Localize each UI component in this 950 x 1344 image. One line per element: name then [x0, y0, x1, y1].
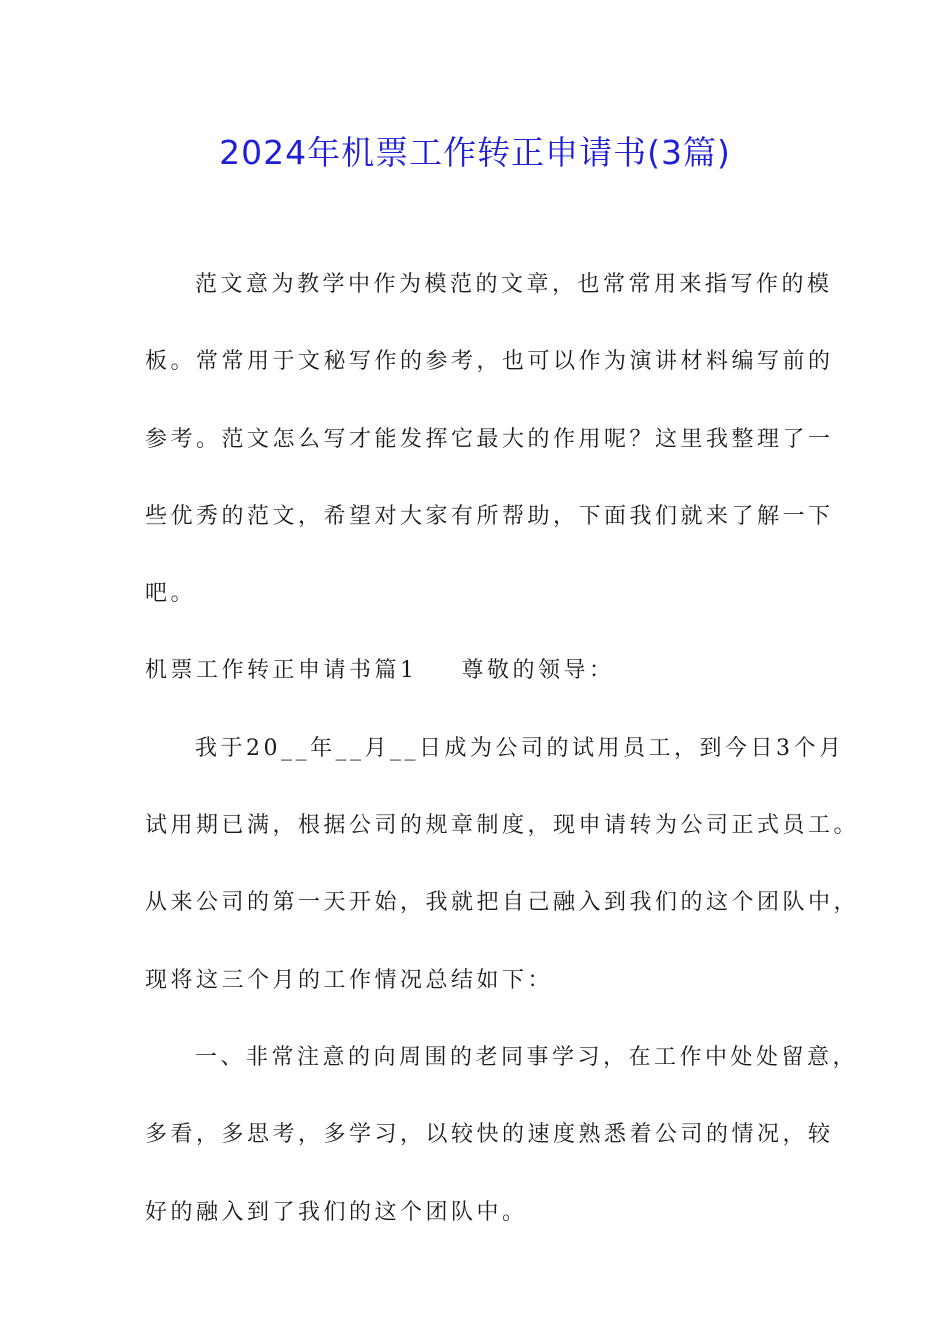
document-body [145, 268, 860, 1273]
paragraph-line: 多看，多思考，多学习，以较快的速度熟悉着公司的情况，较 [145, 1122, 834, 1148]
paragraph-line: 些优秀的范文，希望对大家有所帮助，下面我们就来了解一下 [145, 503, 834, 529]
paragraph-line: 参考。范文怎么写才能发挥它最大的作用呢？这里我整理了一 [145, 426, 834, 452]
salutation: 尊敬的领导： [461, 658, 615, 684]
section-heading-line [145, 654, 810, 731]
paragraph-line: 现将这三个月的工作情况总结如下： [145, 967, 554, 993]
paragraph-line: 从来公司的第一天开始，我就把自己融入到我们的这个团队中， [145, 890, 860, 916]
document-title: 2024年机票工作转正申请书(3篇) [219, 133, 731, 172]
section-heading: 机票工作转正申请书篇1 [145, 658, 418, 684]
paragraph-line: 我于20__年__月__日成为公司的试用员工，到今日3个月 [195, 735, 845, 761]
paragraph-line: 好的融入到了我们的这个团队中。 [145, 1199, 528, 1225]
paragraph-line: 吧。 [145, 581, 197, 607]
paragraph-line: 范文意为教学中作为模范的文章，也常常用来指写作的模 [195, 272, 833, 297]
paragraph-line: 一、非常注意的向周围的老同事学习，在工作中处处留意， [195, 1044, 859, 1070]
paragraph-line: 板。常常用于文秘写作的参考，也可以作为演讲材料编写前的 [145, 349, 834, 375]
paragraph-line: 试用期已满，根据公司的规章制度，现申请转为公司正式员工。 [145, 813, 860, 839]
